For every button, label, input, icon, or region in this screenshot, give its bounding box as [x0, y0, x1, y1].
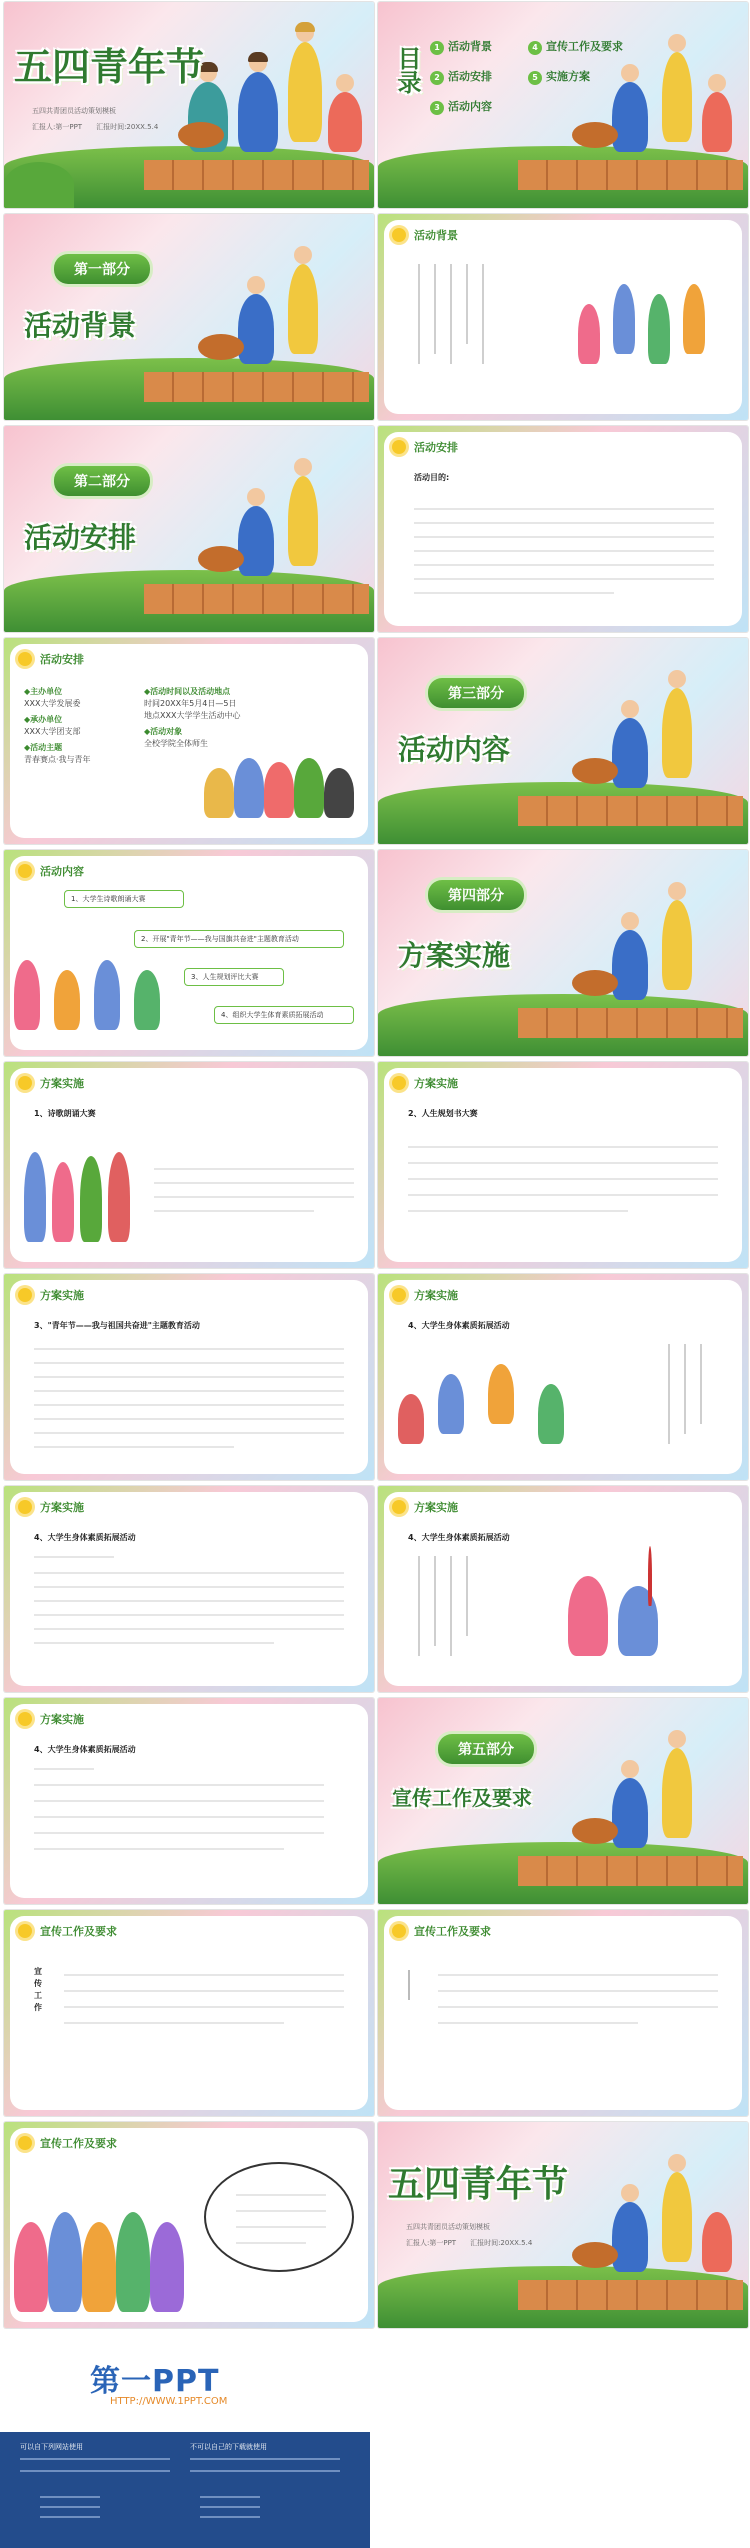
slide-end[interactable] [378, 2122, 748, 2328]
text-line [34, 1432, 344, 1434]
slide-plan-7[interactable] [4, 1698, 374, 1904]
text-line [64, 1974, 344, 1976]
text-line [34, 1376, 344, 1378]
text-line [34, 1628, 344, 1630]
item-label: ◆活动时间以及活动地点 [144, 687, 231, 696]
item-value: 地点XXX大学学生活动中心 [144, 711, 241, 720]
item-label: ◆主办单位 [24, 687, 63, 696]
text-line [466, 264, 468, 344]
part-title: 活动安排 [24, 521, 137, 554]
part-badge: 第一部分 [54, 254, 150, 284]
text-line [34, 1404, 344, 1406]
text-line [236, 2194, 326, 2196]
text-line [34, 1768, 94, 1770]
text-line [154, 1182, 354, 1184]
content-card [384, 1916, 742, 2110]
text-line [190, 2470, 340, 2472]
text-line [434, 264, 436, 354]
item-label: ◆承办单位 [24, 715, 63, 724]
cover-meta: 汇报人:第一PPT 汇报时间:20XX.5.4 [32, 123, 159, 131]
section-title: 方案实施 [414, 1289, 458, 1302]
section-title: 方案实施 [40, 1501, 84, 1514]
band-illustration [552, 870, 742, 1030]
sun-icon [392, 1500, 406, 1514]
band-illustration [552, 1718, 742, 1878]
sun-icon [18, 652, 32, 666]
slide-content-1[interactable] [4, 850, 374, 1056]
text-line [450, 264, 452, 364]
text-line [34, 1614, 344, 1616]
toc-item-3[interactable]: 3 活动内容 [430, 98, 492, 115]
text-line [154, 1196, 354, 1198]
ad-slide [0, 2336, 370, 2548]
subheading: 活动目的: [414, 473, 450, 482]
content-card [384, 1068, 742, 1262]
item-value: 全校学院全体师生 [144, 739, 208, 748]
sun-icon [18, 1712, 32, 1726]
slide-promo-2[interactable] [378, 1910, 748, 2116]
text-line [414, 522, 714, 524]
text-line [418, 1556, 420, 1656]
part-badge: 第三部分 [428, 678, 524, 708]
cheering-people-illustration [14, 940, 184, 1040]
slide-promo-3[interactable] [4, 2122, 374, 2328]
slide-toc[interactable] [378, 2, 748, 208]
text-line [34, 1784, 324, 1786]
part-badge: 第四部分 [428, 880, 524, 910]
text-line [40, 2496, 100, 2498]
end-title: 五四青年节 [388, 2163, 569, 2205]
sun-icon [18, 864, 32, 878]
text-line [482, 264, 484, 364]
text-line [684, 1344, 686, 1434]
sun-icon [392, 1288, 406, 1302]
sun-icon [18, 1500, 32, 1514]
text-line [154, 1210, 314, 1212]
end-meta: 汇报人:第一PPT 汇报时间:20XX.5.4 [406, 2239, 533, 2247]
text-line [34, 1348, 344, 1350]
item-label: ◆活动对象 [144, 727, 183, 736]
jumping-people-illustration [398, 1354, 628, 1454]
content-card [384, 432, 742, 626]
text-line [200, 2496, 260, 2498]
plan-heading: 4、大学生身体素质拓展活动 [408, 1321, 510, 1330]
plan-heading: 2、人生规划书大赛 [408, 1109, 478, 1118]
plan-heading: 4、大学生身体素质拓展活动 [34, 1745, 136, 1754]
section-title: 宣传工作及要求 [40, 1925, 117, 1938]
text-line [34, 1572, 344, 1574]
text-line [450, 1556, 452, 1656]
group-photo-illustration [204, 748, 354, 828]
section-title: 宣传工作及要求 [414, 1925, 491, 1938]
slide-cover[interactable] [4, 2, 374, 208]
content-box-1[interactable]: 1、大学生诗歌朗诵大赛 [64, 890, 184, 908]
section-title: 活动内容 [40, 865, 84, 878]
slide-plan-1[interactable] [4, 1062, 374, 1268]
end-subtitle: 五四共青团员活动策划模板 [406, 2223, 490, 2231]
text-line [408, 1210, 628, 1212]
slide-plan-4[interactable] [378, 1274, 748, 1480]
text-line [418, 264, 420, 364]
content-card [10, 1916, 368, 2110]
text-line [20, 2470, 170, 2472]
plan-heading: 3、"青年节——我与祖国共奋进"主题教育活动 [34, 1321, 200, 1330]
sun-icon [18, 1288, 32, 1302]
item-label: ◆活动主题 [24, 743, 63, 752]
content-box-3[interactable]: 3、人生规划评比大赛 [184, 968, 284, 986]
slide-part-2[interactable] [4, 426, 374, 632]
content-box-4[interactable]: 4、组织大学生体育素质拓展活动 [214, 1006, 354, 1024]
slide-plan-5[interactable] [4, 1486, 374, 1692]
text-line [414, 536, 714, 538]
promo-label: 宣传工作 [34, 1967, 42, 2012]
text-line [34, 1642, 274, 1644]
text-line [34, 1586, 344, 1588]
text-line [64, 2006, 344, 2008]
cover-title: 五四青年节 [14, 44, 205, 89]
text-line [236, 2226, 326, 2228]
band-illustration [552, 658, 742, 818]
band-illustration [178, 22, 368, 182]
crowd-illustration [14, 2192, 214, 2322]
text-line [64, 1990, 344, 1992]
cover-subtitle: 五四共青团员活动策划模板 [32, 107, 116, 115]
toc-title: 目录 [393, 46, 422, 94]
text-line [190, 2458, 340, 2460]
part-title: 活动背景 [24, 309, 137, 342]
toc-item-1[interactable]: 1 活动背景 [430, 38, 492, 55]
slide-part-5[interactable] [378, 1698, 748, 1904]
text-line [40, 2506, 100, 2508]
text-line [34, 1816, 324, 1818]
toc-item-5[interactable]: 5 实施方案 [528, 68, 590, 85]
item-value: 青春赛点·我与青年 [24, 755, 91, 764]
text-line [34, 1446, 234, 1448]
text-line [34, 1832, 324, 1834]
students-illustration [24, 1142, 144, 1252]
band-illustration [178, 234, 368, 394]
slide-arrangement-1[interactable] [378, 426, 748, 632]
text-line [64, 2022, 284, 2024]
part-title: 方案实施 [398, 939, 511, 972]
text-line [408, 1970, 410, 2000]
item-value: 时间20XX年5月4日—5日 [144, 699, 237, 708]
item-value: XXX大学发展委 [24, 699, 81, 708]
text-line [200, 2516, 260, 2518]
ad-left-title: 可以自下列网站使用 [20, 2443, 83, 2451]
section-title: 方案实施 [40, 1289, 84, 1302]
section-title: 活动安排 [414, 441, 458, 454]
sun-icon [392, 440, 406, 454]
text-line [154, 1168, 354, 1170]
slide-part-4[interactable] [378, 850, 748, 1056]
sun-icon [392, 1924, 406, 1938]
ad-right-title: 不可以自己的下载就使用 [190, 2443, 267, 2451]
text-line [414, 592, 614, 594]
sun-icon [392, 228, 406, 242]
part-badge: 第五部分 [438, 1734, 534, 1764]
text-line [200, 2506, 260, 2508]
sun-icon [392, 1076, 406, 1090]
text-line [408, 1194, 718, 1196]
section-title: 方案实施 [414, 1501, 458, 1514]
band-illustration [552, 2142, 742, 2302]
part-title: 活动内容 [398, 733, 511, 766]
sun-icon [18, 1076, 32, 1090]
slide-promo-1[interactable] [4, 1910, 374, 2116]
ad-url[interactable]: HTTP://WWW.1PPT.COM [110, 2396, 228, 2407]
part-title: 宣传工作及要求 [392, 1786, 532, 1810]
text-line [20, 2458, 170, 2460]
text-line [700, 1344, 702, 1424]
slide-plan-3[interactable] [4, 1274, 374, 1480]
plan-heading: 1、诗歌朗诵大赛 [34, 1109, 96, 1118]
text-line [34, 1556, 114, 1558]
text-line [438, 2006, 718, 2008]
ad-logo: 第一PPT [90, 2364, 220, 2399]
text-line [466, 1556, 468, 1636]
text-line [438, 1990, 718, 1992]
toc-item-2[interactable]: 2 活动安排 [430, 68, 492, 85]
text-line [236, 2210, 326, 2212]
sun-icon [18, 2136, 32, 2150]
text-line [438, 2022, 638, 2024]
section-title: 方案实施 [40, 1077, 84, 1090]
text-line [34, 1390, 344, 1392]
slide-part-3[interactable] [378, 638, 748, 844]
text-line [434, 1556, 436, 1646]
text-line [668, 1344, 670, 1444]
section-title: 方案实施 [414, 1077, 458, 1090]
dancing-people-illustration [568, 264, 718, 384]
slide-background[interactable] [378, 214, 748, 420]
section-title: 活动背景 [414, 229, 458, 242]
text-line [414, 508, 714, 510]
text-line [236, 2242, 306, 2244]
text-line [414, 578, 714, 580]
speech-cloud [204, 2162, 354, 2272]
content-card [10, 1492, 368, 1686]
section-title: 活动安排 [40, 653, 84, 666]
flag-dancers-illustration [558, 1546, 678, 1666]
part-badge: 第二部分 [54, 466, 150, 496]
text-line [34, 1362, 344, 1364]
sun-icon [18, 1924, 32, 1938]
text-line [414, 550, 714, 552]
text-line [34, 1418, 344, 1420]
text-line [408, 1178, 718, 1180]
plan-heading: 4、大学生身体素质拓展活动 [34, 1533, 136, 1542]
text-line [34, 1800, 324, 1802]
section-title: 方案实施 [40, 1713, 84, 1726]
slide-part-1[interactable] [4, 214, 374, 420]
text-line [408, 1146, 718, 1148]
text-line [414, 564, 714, 566]
slide-plan-6[interactable] [378, 1486, 748, 1692]
plan-heading: 4、大学生身体素质拓展活动 [408, 1533, 510, 1542]
text-line [34, 1600, 344, 1602]
text-line [408, 1162, 718, 1164]
slide-arrangement-2[interactable] [4, 638, 374, 844]
bush [4, 162, 74, 208]
section-title: 宣传工作及要求 [40, 2137, 117, 2150]
band-illustration [178, 446, 368, 606]
text-line [40, 2516, 100, 2518]
item-value: XXX大学团支部 [24, 727, 81, 736]
content-box-2[interactable]: 2、开展"青年节——我与国旗共奋进"主题教育活动 [134, 930, 344, 948]
toc-item-4[interactable]: 4 宣传工作及要求 [528, 38, 623, 55]
text-line [34, 1848, 284, 1850]
slide-plan-2[interactable] [378, 1062, 748, 1268]
text-line [438, 1974, 718, 1976]
